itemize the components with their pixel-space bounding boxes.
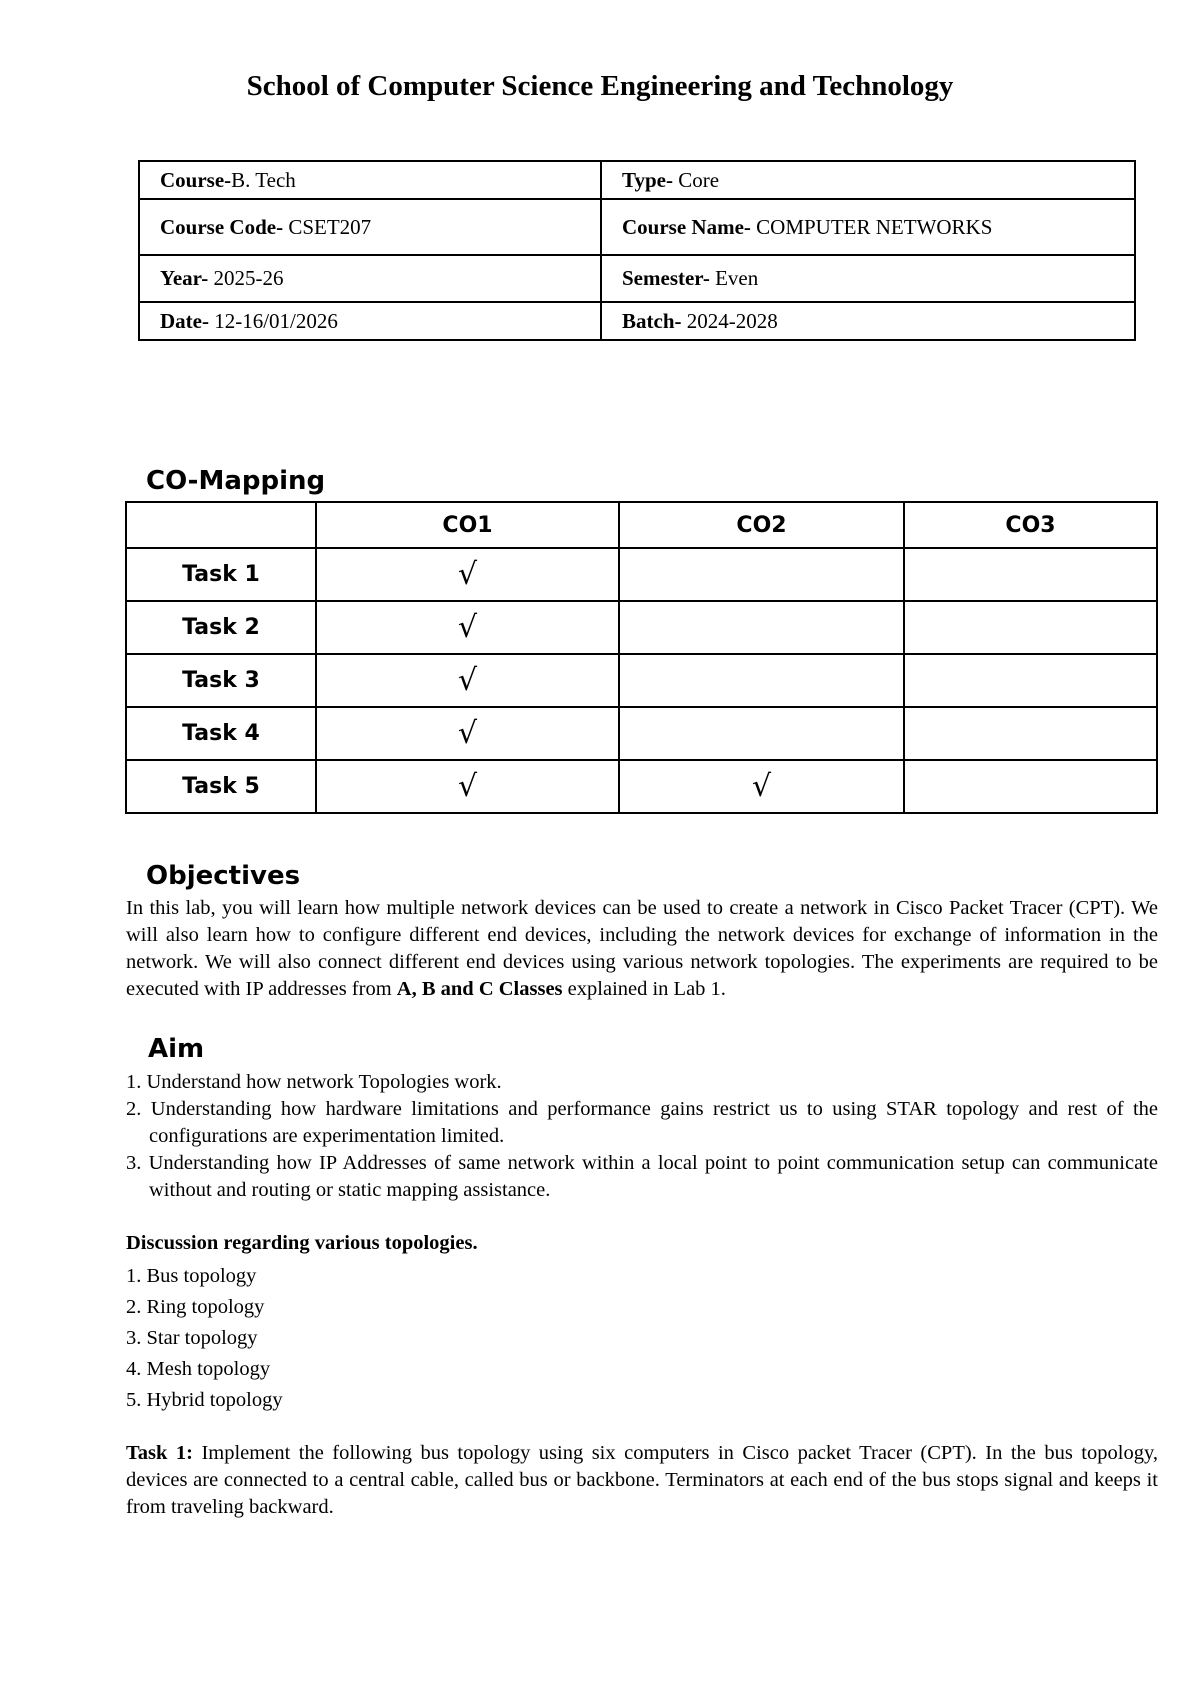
co-task-row (126, 548, 1157, 601)
date-value: 12-16/01/2026 (208, 308, 338, 333)
co1-check-mark: √ (316, 707, 619, 760)
year-label: Year- (160, 266, 209, 290)
type-cell (601, 161, 1135, 199)
co3-cell (904, 760, 1157, 813)
aim-list (126, 1069, 1158, 1204)
course-value: B. Tech (231, 167, 296, 192)
co1-check-mark: √ (316, 601, 619, 654)
co-task-row (126, 654, 1157, 707)
co3-cell (904, 601, 1157, 654)
co2-cell (619, 601, 904, 654)
objectives-text: In this lab, you will learn how multiple network devices can be used to create a network in Cisco Packet Tracer (CPT). We will also learn how to configure different end devices, including the network devices for exchange of information in the network. We will also connect different end devices using various network topologies. The experiments are required to be executed with IP addresses from (126, 897, 1158, 1000)
task-label: Task 1 (126, 548, 316, 601)
year-cell (139, 255, 601, 302)
co-mapping-heading: CO-Mapping (146, 466, 326, 496)
course-code-label: Course Code- (160, 214, 284, 239)
topology-item: 4. Mesh topology (126, 1358, 271, 1380)
aim-item: 2. Understanding how hardware limitations and performance gains restrict us to using STAR topology and rest of the configurations are experimentation limited. (126, 1098, 1158, 1147)
course-info-row (139, 161, 1135, 199)
course-label: Course- (160, 167, 232, 192)
co2-cell (619, 707, 904, 760)
course-name-label: Course Name- (622, 214, 751, 239)
co3-cell (904, 548, 1157, 601)
co3-cell (904, 707, 1157, 760)
objectives-text-end: explained in Lab 1. (562, 978, 726, 1000)
co-column-header: CO3 (904, 502, 1157, 548)
co-task-row (126, 601, 1157, 654)
course-info-row (139, 302, 1135, 340)
batch-cell (601, 302, 1135, 340)
task-label: Task 3 (126, 654, 316, 707)
semester-value: Even (709, 266, 759, 290)
co1-check-mark: √ (316, 760, 619, 813)
task1-label: Task 1: (126, 1442, 193, 1464)
aim-heading: Aim (148, 1034, 205, 1064)
co-task-row (126, 760, 1157, 813)
type-value: Core (672, 167, 720, 192)
co-task-row (126, 707, 1157, 760)
objectives-heading: Objectives (146, 861, 301, 891)
topology-item: 2. Ring topology (126, 1296, 265, 1318)
task-label: Task 4 (126, 707, 316, 760)
course-name-value: COMPUTER NETWORKS (750, 214, 993, 239)
objectives-bold-text: A, B and C Classes (396, 978, 563, 1000)
batch-label: Batch- (622, 308, 682, 333)
co2-cell (619, 654, 904, 707)
topology-item: 5. Hybrid topology (126, 1389, 283, 1411)
semester-label: Semester- (622, 266, 710, 290)
course-code-value: CSET207 (283, 214, 372, 239)
course-code-cell (139, 199, 601, 255)
topology-item: 1. Bus topology (126, 1265, 257, 1287)
topologies-heading: Discussion regarding various topologies. (126, 1232, 478, 1254)
co-column-header: CO2 (619, 502, 904, 548)
page-title: School of Computer Science Engineering and Technology (246, 70, 954, 102)
type-label: Type- (622, 167, 673, 192)
date-cell (139, 302, 601, 340)
task1-paragraph (126, 1440, 1158, 1521)
co3-cell (904, 654, 1157, 707)
co-mapping-table (125, 501, 1158, 814)
year-value: 2025-26 (208, 266, 284, 290)
course-cell (139, 161, 601, 199)
task-label: Task 5 (126, 760, 316, 813)
objectives-paragraph (126, 895, 1158, 1003)
aim-item: 1. Understand how network Topologies work. (126, 1071, 502, 1093)
co2-cell (619, 548, 904, 601)
batch-value: 2024-2028 (681, 308, 778, 333)
course-name-cell (601, 199, 1135, 255)
semester-cell (601, 255, 1135, 302)
course-info-row (139, 199, 1135, 255)
course-info-row (139, 255, 1135, 302)
co-column-header: CO1 (316, 502, 619, 548)
course-info-table (138, 160, 1136, 341)
co-header-row (126, 502, 1157, 548)
co1-check-mark: √ (316, 654, 619, 707)
date-label: Date- (160, 308, 209, 333)
co1-check-mark: √ (316, 548, 619, 601)
aim-item: 3. Understanding how IP Addresses of same network within a local point to point communication setup can communicate without and routing or static mapping assistance. (126, 1152, 1158, 1201)
topologies-list (126, 1261, 283, 1416)
co-corner-cell (126, 502, 316, 548)
task-label: Task 2 (126, 601, 316, 654)
co2-check-mark: √ (619, 760, 904, 813)
topology-item: 3. Star topology (126, 1327, 258, 1349)
task1-text: Implement the following bus topology using six computers in Cisco packet Tracer (CPT). In the bus topology, devices are connected to a central cable, called bus or backbone. Terminators at each end of the bus stops signal and keeps it from traveling backward. (126, 1442, 1158, 1518)
